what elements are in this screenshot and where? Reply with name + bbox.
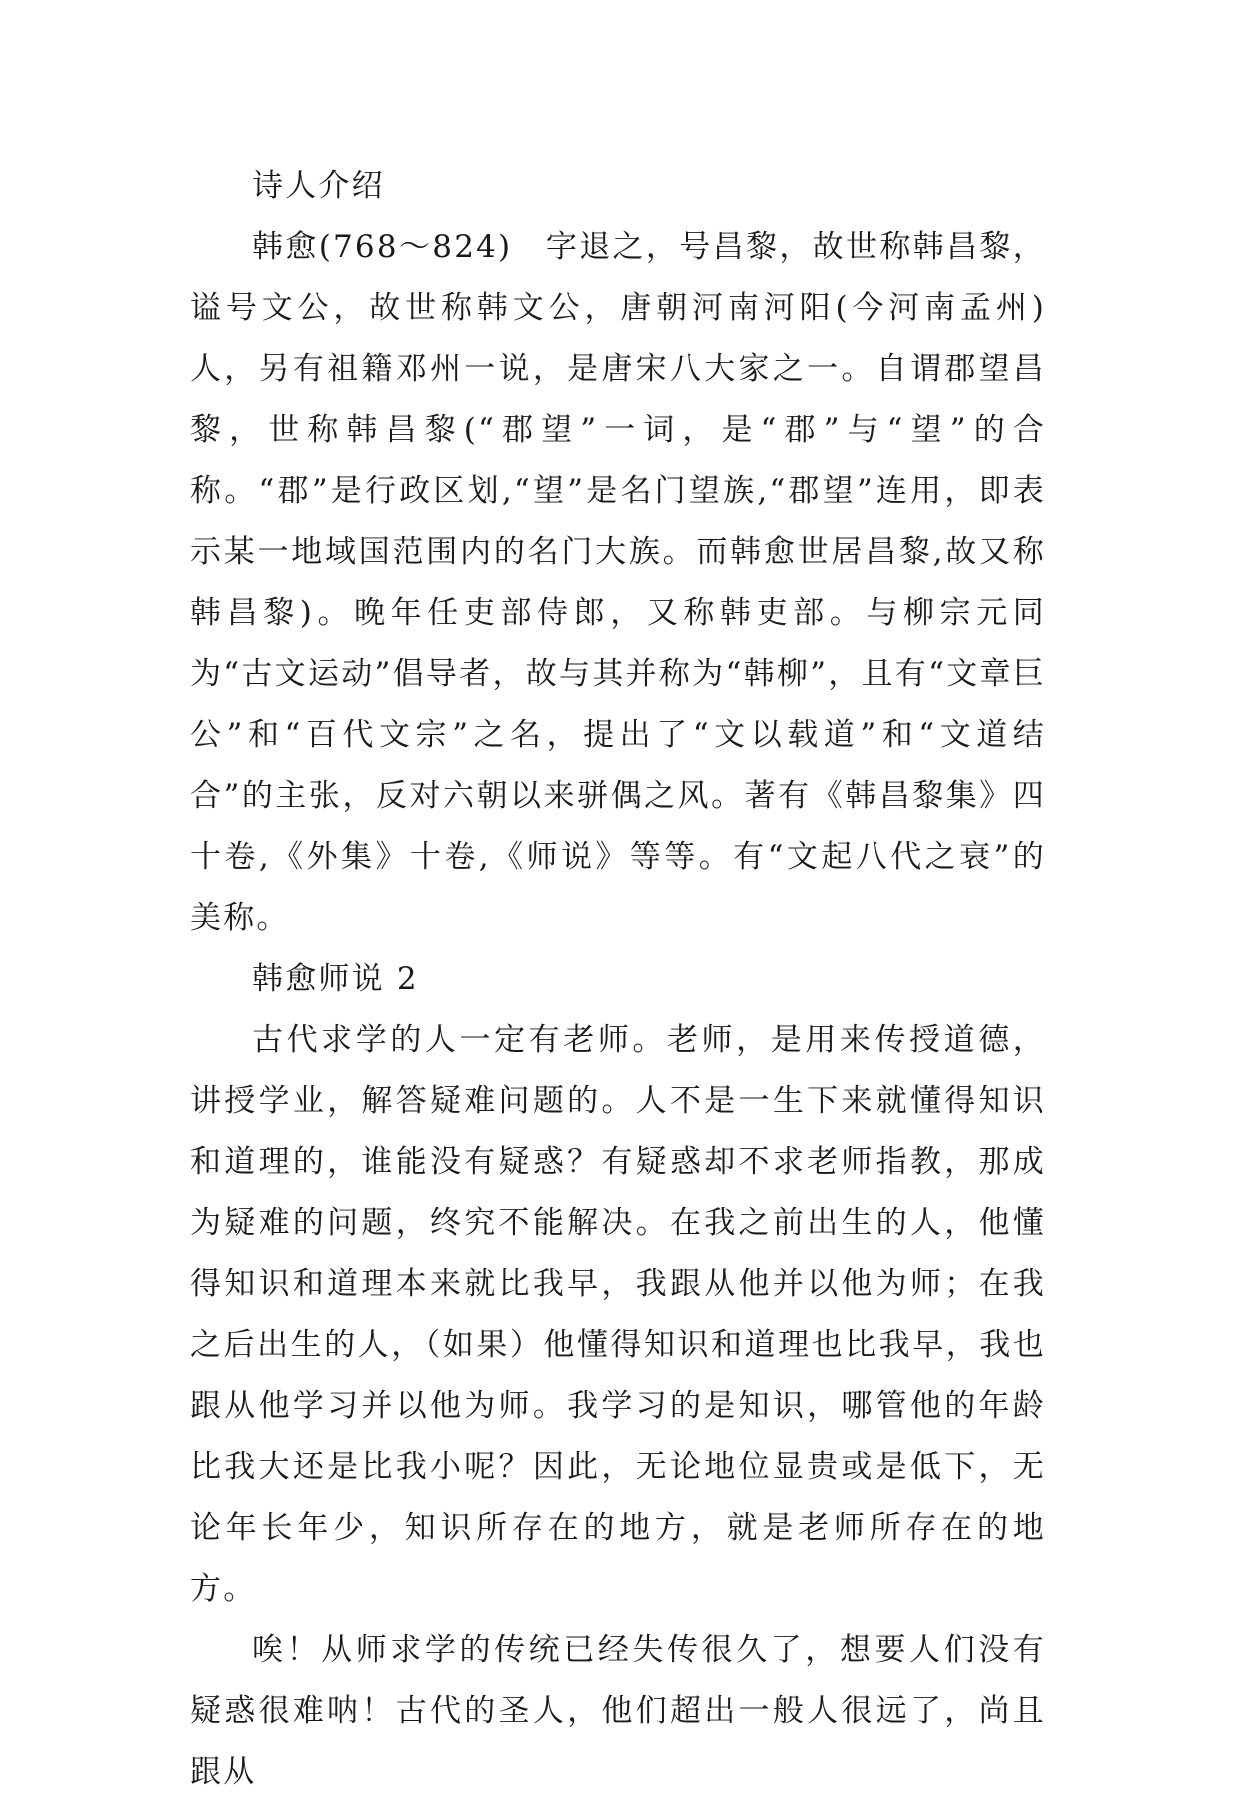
paragraph-translation-2: 唉！从师求学的传统已经失传很久了，想要人们没有疑惑很难呐！古代的圣人，他们超出一般人很远了，尚且跟从 xyxy=(190,1632,1046,1790)
section-heading-shi-shuo: 韩愈师说 2 xyxy=(252,961,419,997)
document-body xyxy=(190,156,1046,1803)
paragraph-translation-1: 古代求学的人一定有老师。老师，是用来传授道德，讲授学业，解答疑难问题的。人不是一生下来就懂得知识和道理的，谁能没有疑惑？有疑惑却不求老师指教，那成为疑难的问题，终究不能解决。在我之前出生的人，他懂得知识和道理本来就比我早，我跟从他并以他为师；在我之后出生的人，（如果）他懂得知识和道理也比我早，我也跟从他学习并以他为师。我学习的是知识，哪管他的年龄比我大还是比我小呢？因此，无论地位显贵或是低下，无论年长年少，知识所存在的地方，就是老师所存在的地方。 xyxy=(190,1022,1046,1607)
paragraph-han-yu-bio: 韩愈(768～824) 字退之，号昌黎，故世称韩昌黎，谥号文公，故世称韩文公，唐朝河南河阳(今河南孟州)人，另有祖籍邓州一说，是唐宋八大家之一。自谓郡望昌黎，世称韩昌黎(“郡望”一词，是“郡”与“望”的合称。“郡”是行政区划,“望”是名门望族,“郡望”连用，即表示某一地域国范围内的名门大族。而韩愈世居昌黎,故又称韩昌黎)。晚年任吏部侍郎，又称韩吏部。与柳宗元同为“古文运动”倡导者，故与其并称为“韩柳”，且有“文章巨公”和“百代文宗”之名，提出了“文以载道”和“文道结合”的主张，反对六朝以来骈偶之风。著有《韩昌黎集》四十卷,《外集》十卷,《师说》等等。有“文起八代之衰”的美称。 xyxy=(190,229,1046,936)
section-heading-poet-intro: 诗人介绍 xyxy=(252,168,385,204)
